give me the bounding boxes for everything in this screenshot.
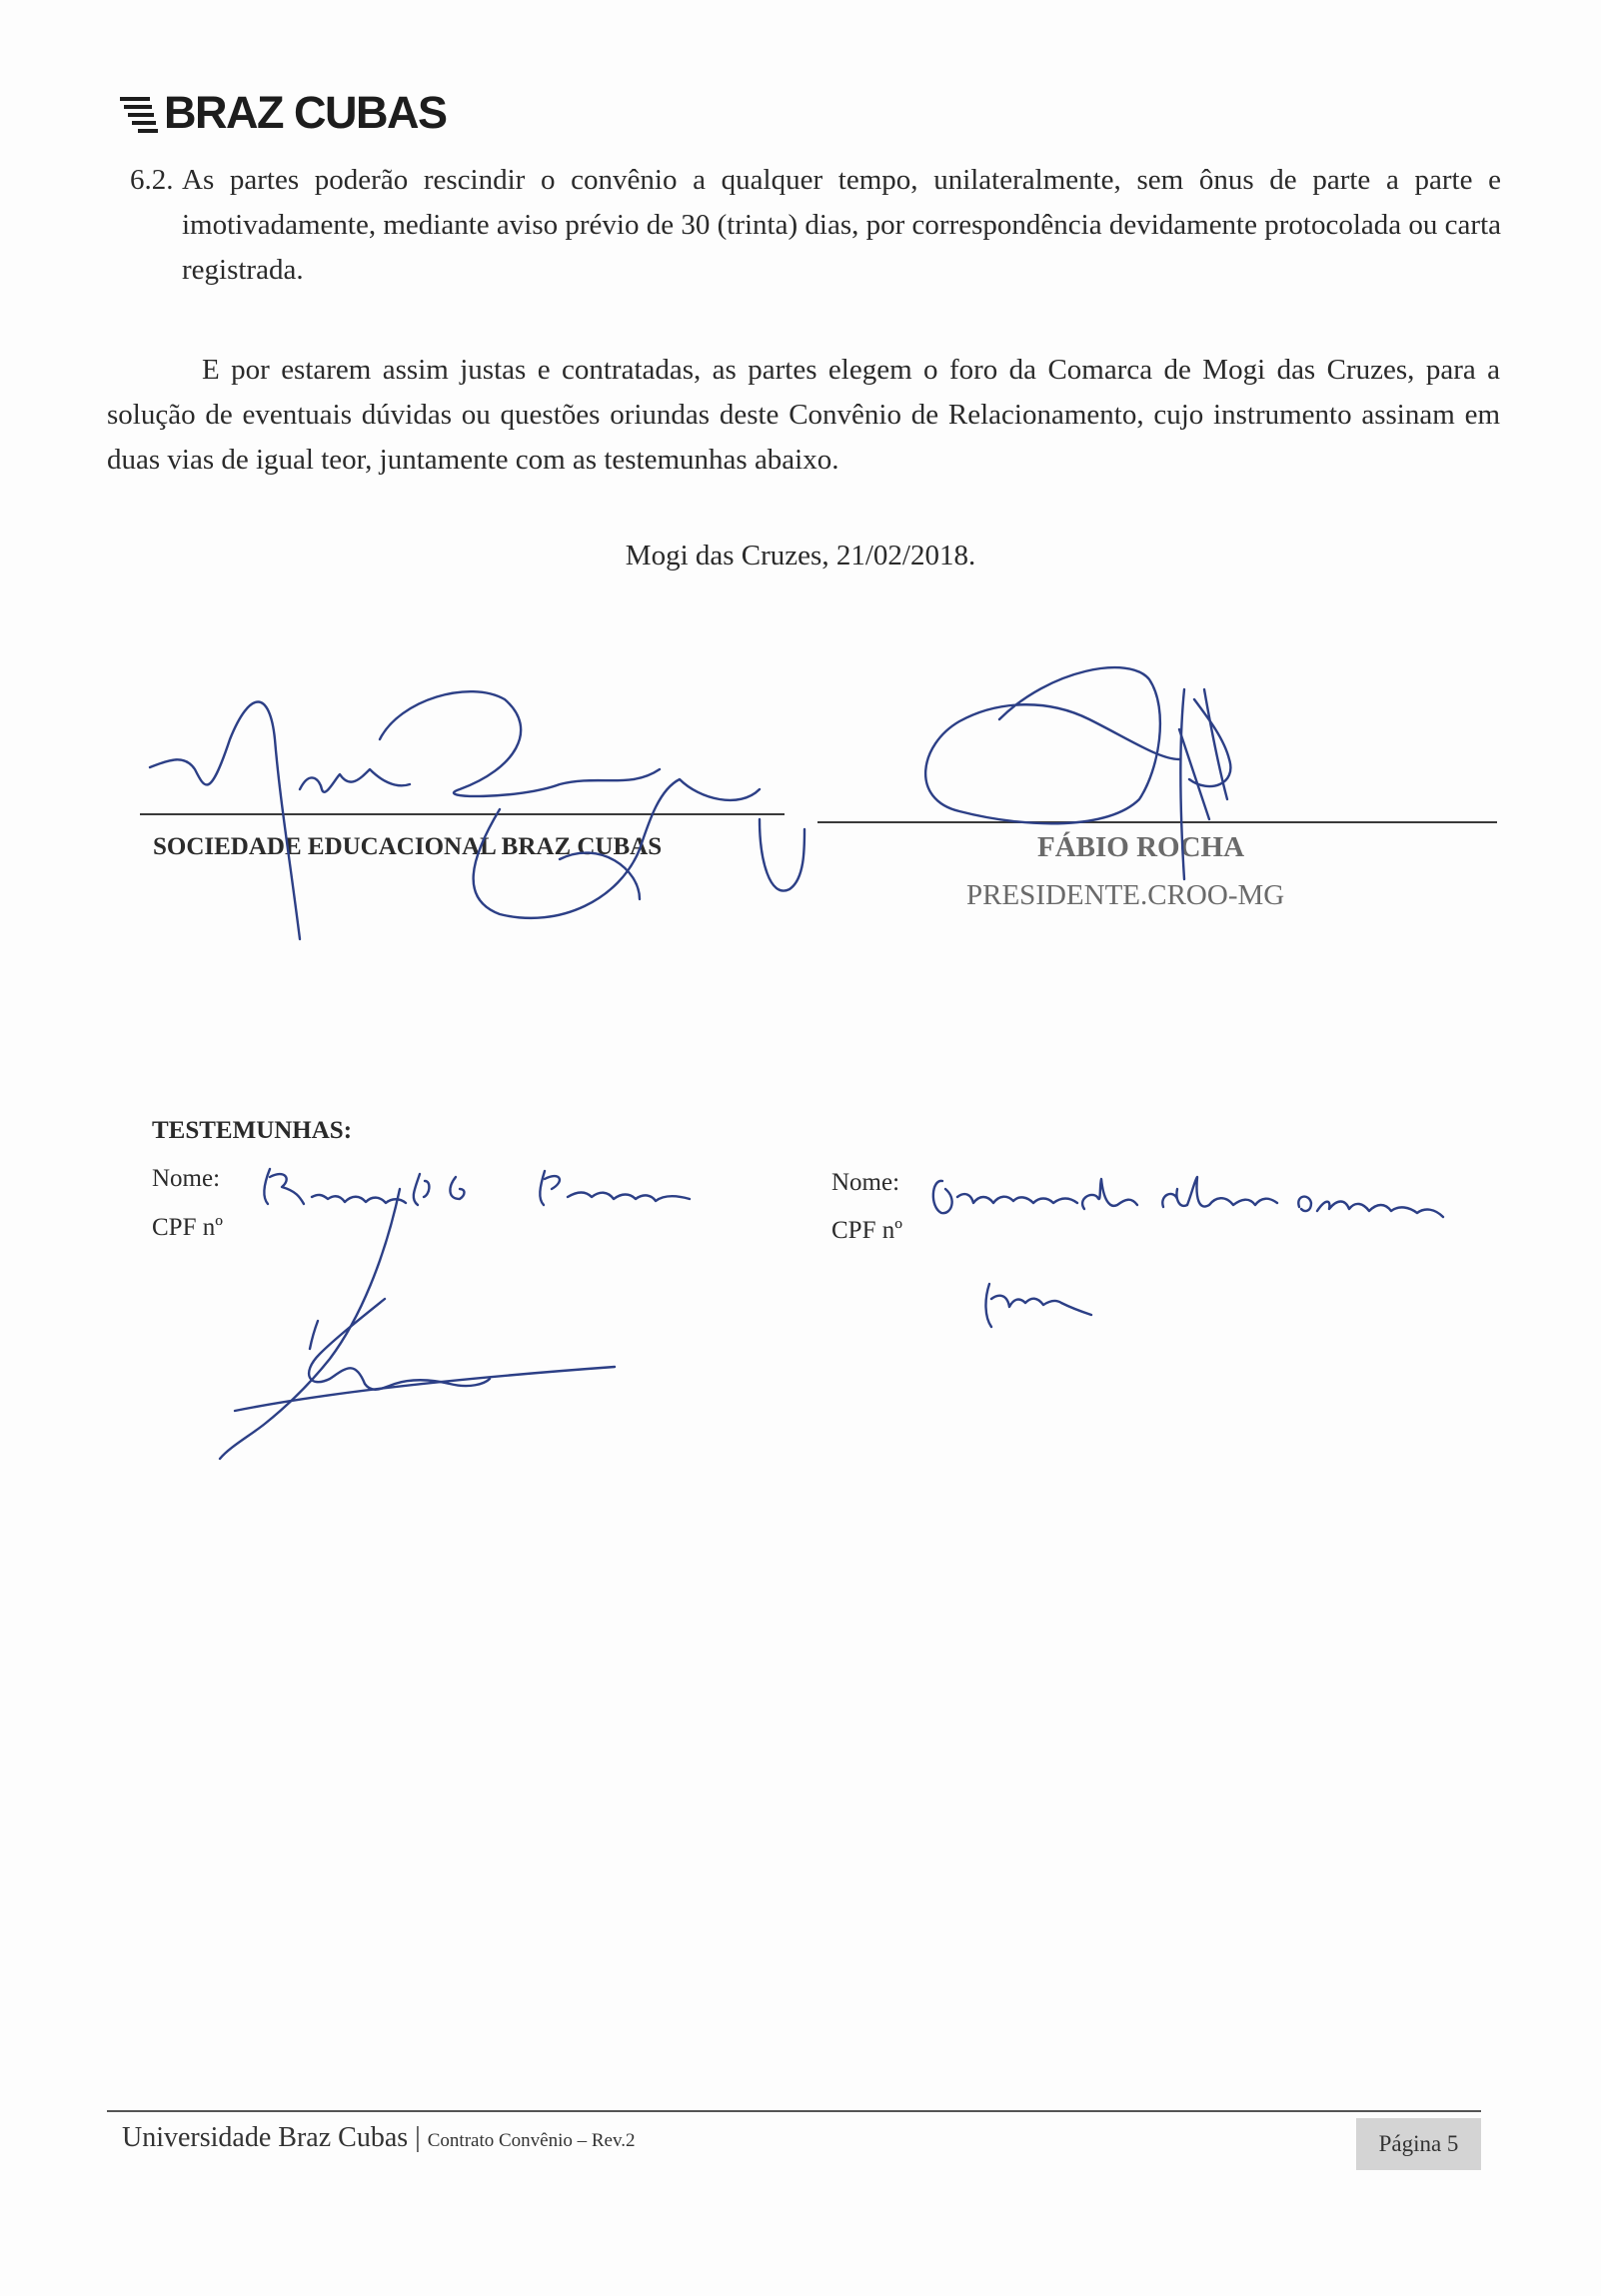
witness-right-name-label: Nome: <box>831 1169 900 1196</box>
witness-right-handwritten-name <box>933 1177 1443 1217</box>
signatory-right-name: FÁBIO ROCHA <box>1037 831 1245 863</box>
clause-text: As partes poderão rescindir o convênio a qualquer tempo, unilateralmente, sem ônus de parte a parte e imotivadamente, mediante aviso prévio de 30 (trinta) dias, por correspondência devidamente protocolada ou carta registrada. <box>182 164 1501 286</box>
footer-institution-block <box>122 2122 636 2154</box>
closing-paragraph: E por estarem assim justas e contratadas, as partes elegem o foro da Comarca de Mogi das Cruzes, para a solução de eventuais dúvidas ou questões oriundas deste Convênio de Relacionamento, cujo instrumento assinam em duas vias de igual teor, juntamente com as testemunhas abaixo. <box>107 354 1500 476</box>
witnesses-heading: TESTEMUNHAS: <box>152 1117 353 1144</box>
signature-line-right <box>817 821 1497 823</box>
footer-doc-ref: Contrato Convênio – Rev.2 <box>427 2130 636 2151</box>
logo-text: BRAZ CUBAS <box>164 87 447 138</box>
witness-left-signature <box>220 1189 615 1459</box>
page-number-badge: Página 5 <box>1356 2118 1481 2170</box>
witness-left-cpf-label: CPF nº <box>152 1214 223 1241</box>
clause-number: 6.2. <box>130 164 174 196</box>
footer-separator: | <box>415 2122 421 2153</box>
witness-right-signature <box>985 1284 1091 1327</box>
witness-left-handwritten-name <box>264 1169 690 1205</box>
signature-line-left <box>140 813 785 815</box>
footer-rule <box>107 2110 1481 2112</box>
signatory-right-role: PRESIDENTE.CROO-MG <box>966 879 1285 911</box>
clause-6-2 <box>130 158 1501 293</box>
witness-right-cpf-label: CPF nº <box>831 1217 902 1244</box>
signature-left-scribble <box>150 691 804 939</box>
witness-left-name-label: Nome: <box>152 1165 221 1192</box>
braz-cubas-logo <box>120 86 447 140</box>
signatory-left-name: SOCIEDADE EDUCACIONAL BRAZ CUBAS <box>153 833 663 860</box>
footer-institution: Universidade Braz Cubas <box>122 2122 409 2153</box>
date-line: Mogi das Cruzes, 21/02/2018. <box>625 540 976 572</box>
logo-stripes-icon <box>120 91 160 135</box>
